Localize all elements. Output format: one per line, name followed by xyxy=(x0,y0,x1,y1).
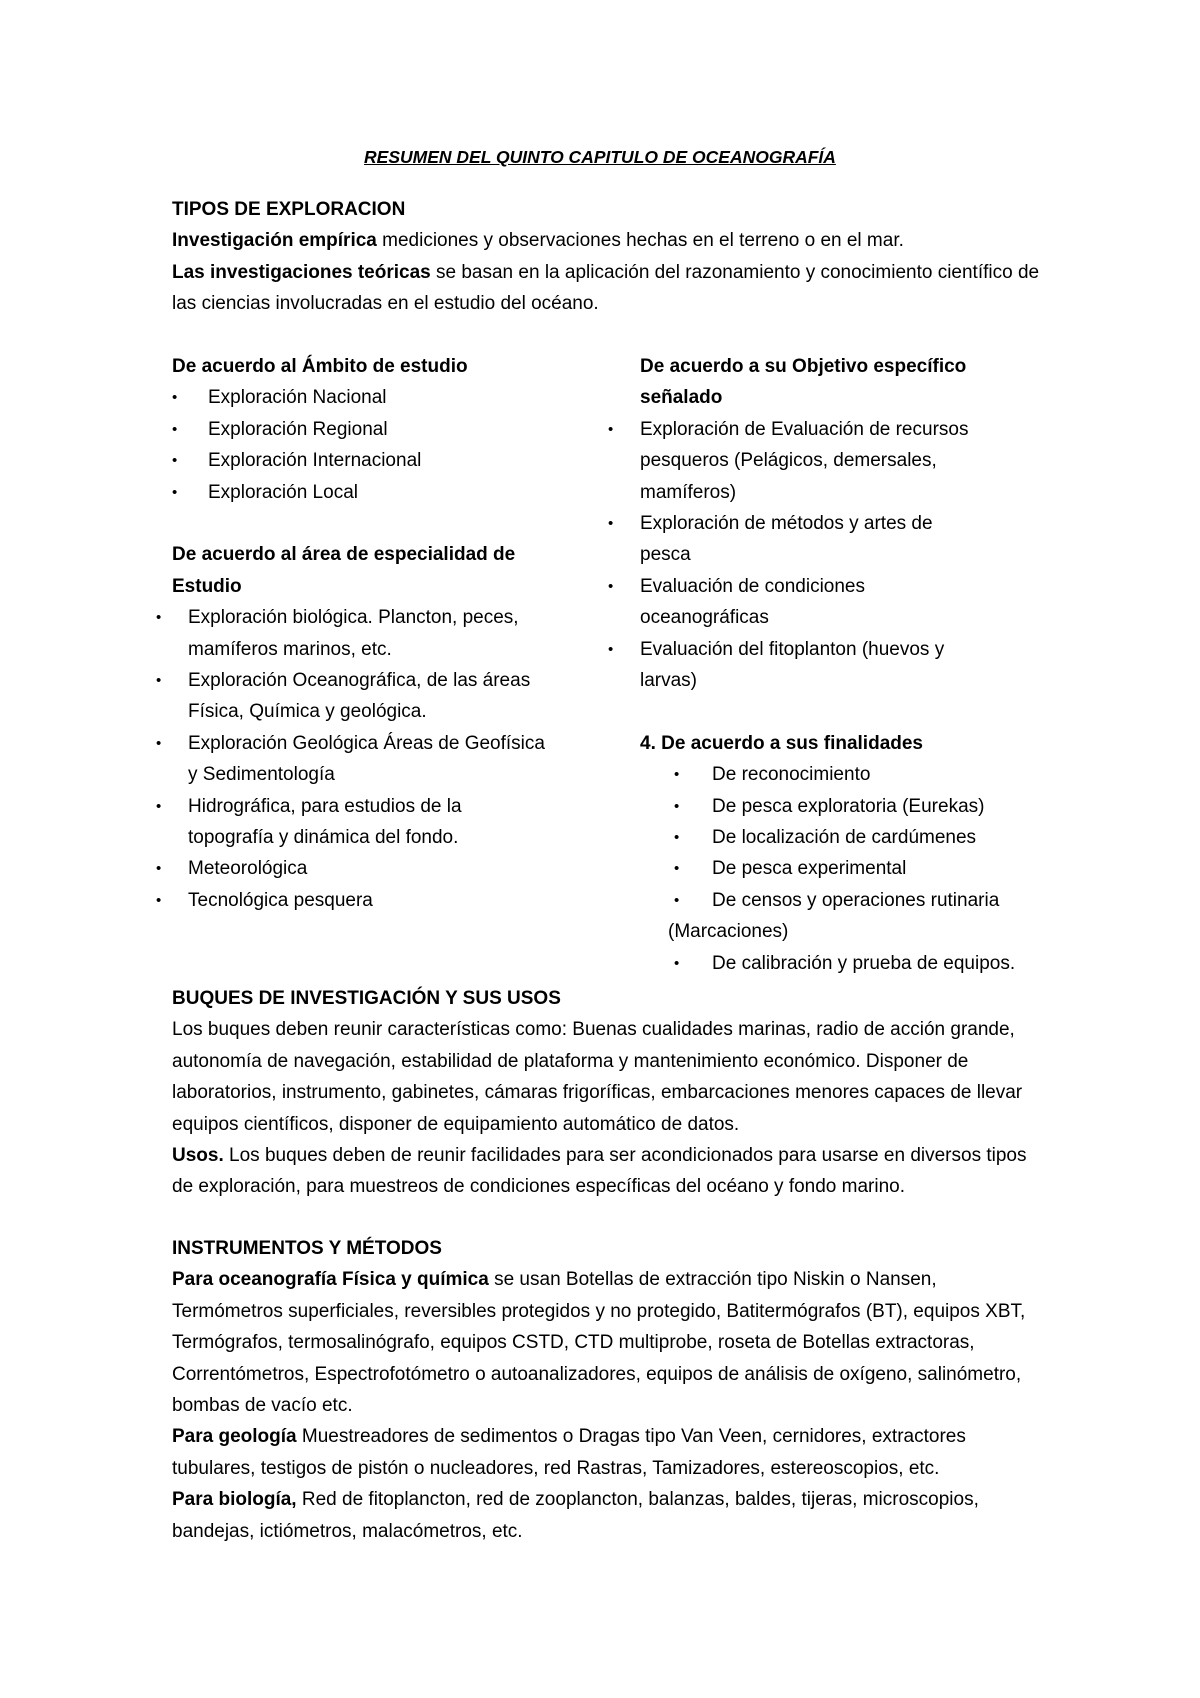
list-item-text: De pesca exploratoria (Eurekas) xyxy=(712,795,985,817)
list-item xyxy=(608,759,1028,790)
list-item xyxy=(152,665,548,728)
bullet-icon: • xyxy=(608,640,614,658)
bold-lead: Investigación empírica xyxy=(172,230,377,252)
list-item xyxy=(152,414,568,445)
section-heading: TIPOS DE EXPLORACION xyxy=(172,199,406,220)
list-item-text: Exploración biológica. Plancton, peces, mamíferos marinos, etc. xyxy=(188,607,519,660)
bullet-icon: • xyxy=(172,452,178,470)
list-item xyxy=(608,948,1028,979)
right-column xyxy=(608,351,1048,979)
bullet-icon: • xyxy=(156,734,162,752)
bold-lead: Para biología, xyxy=(172,1489,297,1511)
section-heading: De acuerdo al área de especialidad de Estudio xyxy=(172,544,516,597)
bullet-icon: • xyxy=(674,860,680,878)
list-item-text: Hidrográfica, para estudios de la topografía y dinámica del fondo. xyxy=(188,795,462,849)
paragraph-text: mediciones y observaciones hechas en el terreno o en el mar. xyxy=(376,230,904,252)
left-column xyxy=(152,351,572,916)
bullet-icon: • xyxy=(156,860,162,878)
list-item-text: De pesca experimental xyxy=(712,858,907,880)
paragraph-text: se usan Botellas de extracción tipo Niskin o Nansen, Termómetros superficiales, reversibles protegidos y no protegido, Batitermógrafos (BT), equipos XBT, Termógrafos, termosalinógrafo, equipos CSTD, CTD multiprobe, roseta de Botellas extractoras, Correntómetros, Espectrofotómetro o autoanalizadores, equipos de análisis de oxígeno, salinómetro, bombas de vacío etc. xyxy=(172,1269,1026,1417)
objetivo-list xyxy=(608,414,1048,697)
paragraph xyxy=(172,1140,1042,1203)
bullet-icon: • xyxy=(172,420,178,438)
buques-section xyxy=(172,983,1042,1203)
paragraph: Los buques deben reunir características como: Buenas cualidades marinas, radio de acción grande, autonomía de navegación, estabilidad de plataforma y mantenimiento económico. Disponer de laboratorios, instrumento, gabinetes, cámaras frigoríficas, embarcaciones menores capaces de llevar equipos científicos, disponer de equipamiento automático de datos. xyxy=(172,1019,1023,1135)
bullet-icon: • xyxy=(156,672,162,690)
bullet-icon: • xyxy=(156,609,162,627)
bold-lead: Las investigaciones teóricas xyxy=(172,261,431,283)
paragraph xyxy=(172,1264,1042,1421)
paragraph xyxy=(172,257,1042,320)
list-item-text: Exploración Internacional xyxy=(208,450,422,472)
paragraph-text: se basan en la aplicación del razonamiento y conocimiento científico de las ciencias involucradas en el estudio del océano. xyxy=(172,261,1040,315)
tipos-section xyxy=(172,194,1042,320)
bold-lead: Usos. xyxy=(172,1145,224,1167)
list-item-text: De reconocimiento xyxy=(712,764,871,786)
list-item xyxy=(152,445,568,476)
list-item xyxy=(152,382,568,413)
list-item-text: Evaluación del fitoplanton (huevos y larvas) xyxy=(640,638,945,692)
list-item xyxy=(608,634,970,697)
list-item-text: De censos y operaciones rutinaria (Marcaciones) xyxy=(668,889,1000,943)
list-item-text: Exploración de métodos y artes de pesca xyxy=(640,513,933,566)
bullet-icon: • xyxy=(674,891,680,909)
section-heading: INSTRUMENTOS Y MÉTODOS xyxy=(172,1238,442,1259)
list-item xyxy=(152,477,568,508)
list-item xyxy=(608,414,970,508)
list-item-text: Exploración Regional xyxy=(208,418,388,440)
list-item-text: Exploración Nacional xyxy=(208,387,387,409)
list-item-text: De calibración y prueba de equipos. xyxy=(712,952,1016,974)
section-heading: BUQUES DE INVESTIGACIÓN Y SUS USOS xyxy=(172,988,561,1009)
list-item xyxy=(152,602,548,665)
bullet-icon: • xyxy=(172,483,178,501)
paragraph xyxy=(172,1484,1042,1547)
bullet-icon: • xyxy=(608,577,614,595)
section-heading: De acuerdo a su Objetivo específico señalado xyxy=(640,356,967,409)
bullet-icon: • xyxy=(674,797,680,815)
list-item xyxy=(152,728,548,791)
list-item-text: De localización de cardúmenes xyxy=(712,827,977,849)
instrumentos-section xyxy=(172,1233,1042,1547)
list-item-text: Exploración Oceanográfica, de las áreas Física, Química y geológica. xyxy=(188,670,531,723)
bullet-icon: • xyxy=(674,829,680,847)
bullet-icon: • xyxy=(674,766,680,784)
bullet-icon: • xyxy=(608,515,614,533)
bold-lead: Para geología xyxy=(172,1426,297,1448)
paragraph xyxy=(172,1421,1042,1484)
ambito-list xyxy=(152,382,572,508)
bullet-icon: • xyxy=(156,797,162,815)
list-item xyxy=(152,791,548,854)
bullet-icon: • xyxy=(674,954,680,972)
list-item-text: Exploración Local xyxy=(208,481,358,503)
list-item-text: Exploración Geológica Áreas de Geofísica y Sedimentología xyxy=(188,732,545,786)
paragraph-text: Los buques deben de reunir facilidades para ser acondicionados para usarse en diversos tipos de exploración, para muestreos de condiciones específicas del océano y fondo marino. xyxy=(172,1145,1027,1198)
list-item xyxy=(152,853,548,884)
section-heading: De acuerdo al Ámbito de estudio xyxy=(172,356,468,377)
paragraph xyxy=(172,225,1042,256)
bullet-icon: • xyxy=(172,389,178,407)
bold-lead: Para oceanografía Física y química xyxy=(172,1269,489,1291)
list-item xyxy=(608,822,1028,853)
list-item xyxy=(608,885,1028,948)
list-item xyxy=(608,571,970,634)
list-item xyxy=(152,885,548,916)
list-item-text: Evaluación de condiciones oceanográficas xyxy=(640,575,865,629)
bullet-icon: • xyxy=(156,891,162,909)
list-item xyxy=(608,791,1028,822)
list-item xyxy=(608,853,1028,884)
section-heading: 4. De acuerdo a sus finalidades xyxy=(640,732,923,754)
bullet-icon: • xyxy=(608,420,614,438)
document-title: RESUMEN DEL QUINTO CAPITULO DE OCEANOGRAFÍA xyxy=(364,147,836,167)
list-item-text: Meteorológica xyxy=(188,858,308,880)
list-item-text: Exploración de Evaluación de recursos pesqueros (Pelágicos, demersales, mamíferos) xyxy=(640,418,969,503)
paragraph-text: Muestreadores de sedimentos o Dragas tipo Van Veen, cernidores, extractores tubulares, testigos de pistón o nucleadores, red Rastras, Tamizadores, estereoscopios, etc. xyxy=(172,1426,966,1479)
paragraph-text: Red de fitoplancton, red de zooplancton, balanzas, baldes, tijeras, microscopios, bandejas, ictiómetros, malacómetros, etc. xyxy=(172,1489,979,1542)
finalidades-list xyxy=(608,759,1048,979)
area-list xyxy=(152,602,572,916)
list-item-text: Tecnológica pesquera xyxy=(188,889,373,911)
list-item xyxy=(608,508,970,571)
